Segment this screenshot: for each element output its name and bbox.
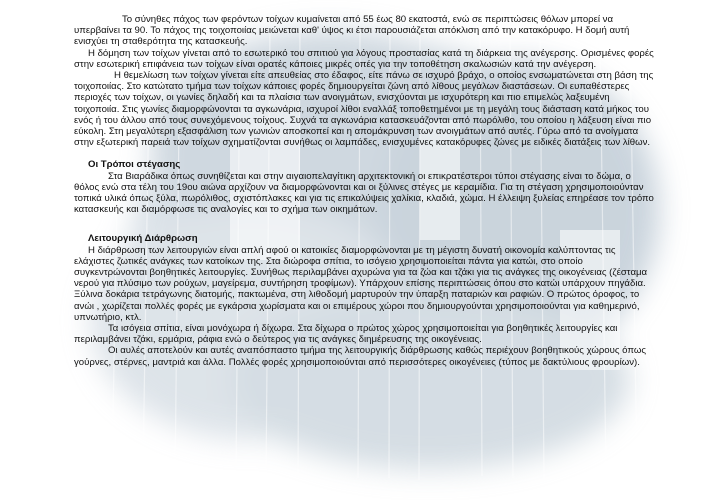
paragraph-wall-thickness: Το σύνηθες πάχος των φερόντων τοίχων κυμαίνεται από 55 έως 80 εκατοστά, ενώ σε περιπτώσεις θόλων μπορεί να υπερβαίνει τα 90. Το πάχος της τοιχοποιίας μειώνεται καθ' ύψος κι έτσι παρουσιάζεται απόκλιση από την κατακόρυφο. Η δομή αυτή ενισχύει τη σταθερότητα της κατασκευής. — [74, 14, 630, 48]
paragraph-functional-layout: Η διάρθρωση των λειτουργιών είναι απλή αφού οι κατοικίες διαμορφώνονται με τη μέγιστη δυνατή οικονομία καλύπτοντας τις ελάχιστες ζωτικές ανάγκες των κατοίκων της. Στα διώροφα σπίτια, το ισόγειο χρησιμοποιείται πάντα για κατώι, στο οποίο συγκεντρώνονται βοηθητικές λειτουργίες. Συνήθως περιλαμβάνει αχυρώνα για τα ζώα και τζάκι για τις ανάγκες της οικογένειας (ζέσταμα νερού για πλύσιμο των ρούχων, μαγείρεμα, συντήρηση τροφίμων). Υπάρχουν επίσης περιπτώσεις όπου στο κατώι υπάρχουν πηγάδια. Ξύλινα δοκάρια τετράγωνης διατομής, πακτωμένα, στη λιθοδομή μαρτυρούν την ύπαρξη παταριών και ραφιών. Ο πρώτος όροφος, το ανώι , χωρίζεται πολλές φορές με εγκάρσια χωρίσματα και οι επιμέρους χώροι που δημιουργούνται χρησιμοποιούνται για καθημερινό, υπνωτήριο, κτλ. — [74, 244, 648, 323]
paragraph-courtyards: Οι αυλές αποτελούν και αυτές αναπόσπαστο τμήμα της λειτουργικής διάρθρωσης καθώς περιέχουν βοηθητικούς χώρους όπως γούρνες, στέρνες, μαντριά και άλλα. Πολλές φορές χρησιμοποιούνται από περισσότερες οικογένειες (τύπος με δακτύλιους φρουρίων). — [74, 345, 646, 368]
paragraph-roofing: Στα Βιαράδικα όπως συνηθίζεται και στην αιγαιοπελαγίτικη αρχιτεκτονική οι επικρατέστεροι τύποι στέγασης είναι το δώμα, ο θόλος ενώ στα τέλη του 19ου αιώνα αρχίζουν να διαμορφώνονται και οι ξύλινες στέγες με κεραμίδια. Για τη στέγαση χρησιμοποιούνταν τοπικά υλικά όπως ξύλα, πωρόλιθος, σχιστόπλακες και για τις επικαλύψεις χαλίκια, κλαδιά, χώμα. Η έλλειψη ξυλείας επηρέασε τον τρόπο κατασκευής και διαμόρφωσε τις αναλογίες και το σχήμα των οικημάτων. — [74, 170, 654, 216]
paragraph-wall-construction: Η δόμηση των τοίχων γίνεται από το εσωτερικό του σπιτιού για λόγους προστασίας κατά τη διάρκεια της ανέγερσης. Ορισμένες φορές στην εσωτερική επιφάνεια των τοίχων είναι ορατές κάποιες μικρές οπές για την τοποθέτηση σκαλωσιών κατά την ανέγερση. — [74, 47, 654, 70]
document-page — [74, 14, 654, 368]
paragraph-ground-floor-houses: Τα ισόγεια σπίτια, είναι μονόχωρα ή δίχωρα. Στα δίχωρα ο πρώτος χώρος χρησιμοποιείται για βοηθητικές λειτουργίες και περιλαμβάνει τζάκι, ερμάρια, ράφια ενώ ο δεύτερος για τις ανάγκες διημέρευσης της οικογένειας. — [74, 323, 618, 346]
heading-roofing: Οι Τρόποι στέγασης — [88, 159, 181, 171]
heading-functional-layout: Λειτουργική Διάρθρωση — [88, 233, 198, 245]
paragraph-wall-foundation: Η θεμελίωση των τοίχων γίνεται είτε απευθείας στο έδαφος, είτε πάνω σε ισχυρό βράχο, ο οποίος ενσωματώνεται στη βάση της τοιχοποιίας. Στο κατώτατο τμήμα των τοίχων κάποιες φορές δημιουργείται ζώνη από λίθους μεγάλων διαστάσεων. Οι ευπαθέστερες περιοχές των τοίχων, οι γωνίες δηλαδή και τα πλαίσια των ανοιγμάτων, ενισχύονται με ισχυρότερη και πιο επιμελώς λαξευμένη τοιχοποιία. Στις γωνίες διαμορφώνονται τα αγκωνάρια, ισχυροί λίθοι εναλλάξ τοποθετημένοι με τη μεγάλη τους διάσταση κατά μήκος του ενός ή του άλλου από τους συνεχόμενους τοίχους. Συχνά τα αγκωνάρια κατασκευάζονται από πωρόλιθο, του οποίου η λάξευση είναι πιο εύκολη. Στη μεγαλύτερη εξασφάλιση των γωνιών αποσκοπεί και η απομάκρυνση των ανοιγμάτων από αυτές. Γύρω από τα ανοίγματα στην εξωτερική παρειά των τοίχων σχηματίζονται συνήθως οι λαμπάδες, ενισχυμένες κατακόρυφες ζώνες με ειδικές διατάξεις των λίθων. — [74, 70, 654, 149]
